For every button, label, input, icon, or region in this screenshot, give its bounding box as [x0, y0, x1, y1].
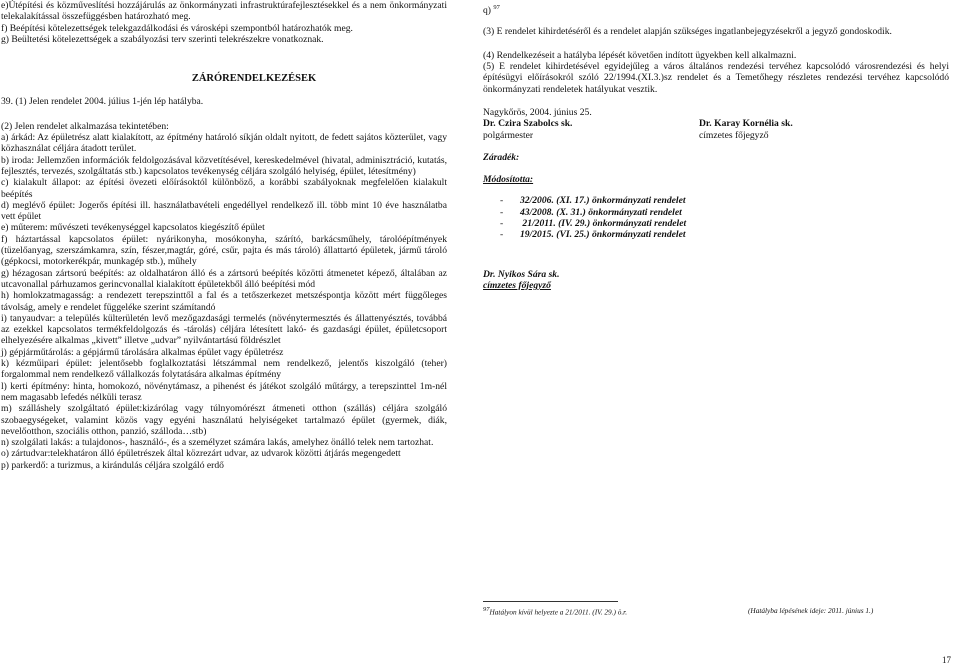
signer-notary: [699, 118, 915, 141]
definition-a: a) árkád: Az épületrész alatt kialakított, az építmény határoló síkján oldalt nyitott, de fedett sajátos közterület, vagy közhasználat céljára átadott terület.: [1, 132, 447, 155]
spacer: [483, 38, 949, 50]
footnote-text: Hatályon kívül helyezte a 21/2011. (IV. 29.) ö.r.: [489, 607, 628, 617]
footnote: [483, 606, 923, 616]
modification-item: [500, 218, 949, 229]
signer-mayor-name: Dr. Czira Szabolcs sk.: [483, 118, 573, 130]
modification-text: 32/2006. (XI. 17.) önkormányzati rendelet: [520, 195, 686, 207]
spacer: [483, 141, 949, 152]
dash: -: [500, 229, 504, 241]
definition-e: e) műterem: művészeti tevékenységgel kapcsolatos kiegészítő épület: [1, 222, 265, 234]
definition-m: m) szálláshely szolgáltató épület:kizárólag vagy túlnyomórészt átmeneti otthon (szállás) céljára szolgáló szobaegységeket, valamint közös vagy egyéni használatú helyiségeket tartalmazó épület (gyermek, diák, nevelőotthon, szociális otthon, panzió, szálloda…stb): [1, 403, 447, 437]
definition-l: l) kerti építmény: hinta, homokozó, növénytámasz, a pihenést és játékot szolgáló műtárgy, a terepszinttel 1m-nél nem magasabb lefedés nélküli terasz: [1, 380, 447, 403]
signature-block: [483, 118, 949, 141]
definition-j: j) gépjárműtárolás: a gépjármű tárolására alkalmas épület vagy épületrész: [1, 346, 284, 358]
definition-k: k) kézműipari épület: jelentősebb foglalkoztatási létszámmal nem rendelkező, jelentős kiszolgáló (teher) forgalommal nem rendelkező vállalkozás folytatására alkalmas építmény: [1, 358, 447, 381]
signer-mayor: [483, 118, 699, 141]
signer-notary-name: Dr. Karay Kornélia sk.: [699, 118, 793, 130]
definition-o: o) zártudvar:telekhatáron álló épületrészek által közrezárt udvar, az udvarok közötti átjárás megengedett: [1, 448, 401, 460]
signer-chief-notary-title: címzetes főjegyző: [483, 279, 551, 291]
page-number: 17: [942, 655, 951, 665]
definition-b: b) iroda: Jellemzően információk feldolgozásával közvetítésével, kereskedelmével (hivatal, adminisztráció, kutatás, fejlesztés, tervezés, szolgáltatás stb.) kapcsolatos tevékenység céljára szolgáló helyiség, épület, létesítmény): [1, 154, 447, 177]
definition-f: f) háztartással kapcsolatos épület: nyárikonyha, mosókonyha, szárító, barkácsműhely, tárolóépítmények (tüzelőanyag, szerszámkamra, szín, fészer,magtár, góré, csűr, pajta és más tároló) állattartó épületek, jármű tároló (gépkocsi, motorkerékpár, munkagép stb.), műhely: [1, 233, 447, 268]
intro-line-e: e)Útépítési és közműveslítési hozzájárulás az önkormányzati infrastruktúrafejlesztésekkel és a nem önkormányzati telekalakítással összefüggésben határozható meg.: [1, 0, 447, 23]
definition-h: h) homlokzatmagasság: a rendezett terepszinttől a fal és a tetőszerkezet metszéspontja között mért függőleges távolság, amely e rendelet függeléke szerint számítandó: [1, 290, 447, 313]
modified-by-heading: Módosította:: [483, 174, 534, 186]
paragraph-4: (4) Rendelkezéseit a hatályba lépését követően indított ügyekben kell alkalmazni.: [483, 49, 797, 61]
dash: -: [500, 195, 504, 207]
section-heading: ZÁRÓRENDELKEZÉSEK: [191, 73, 317, 85]
modification-text: 21/2011. (IV. 29.) önkormányzati rendelet: [520, 218, 687, 230]
signer-chief-notary-name: Dr. Nyikos Sára sk.: [483, 268, 560, 280]
left-column: [1, 0, 447, 471]
place-date: Nagykőrös, 2004. június 25.: [483, 106, 592, 118]
spacer: [483, 16, 949, 26]
signer-notary-title: címzetes főjegyző: [699, 129, 769, 141]
paragraph-5: (5) E rendelet kihirdetésével egyidejűleg a város általános rendezési tervéhez kapcsolódó városrendezési és helyi építésügyi előírásokról szóló 22/1994.(XI.3.)sz rendelet és a Temetőhegy részletes rendezési tervéhez kapcsolódó önkormányzati rendeletek hatályukat vesztik.: [483, 61, 949, 95]
modification-text: 43/2008. (X. 31.) önkormányzati rendelet: [520, 206, 682, 218]
spacer: [483, 95, 949, 107]
spacer: [483, 241, 949, 269]
footnote-divider: [483, 601, 618, 602]
spacer: [483, 163, 949, 174]
modification-text: 19/2015. (VI. 25.) önkormányzati rendelet: [520, 229, 686, 241]
spacer: [1, 108, 447, 121]
dash: -: [500, 218, 504, 230]
definition-g: g) hézagosan zártsorú beépítés: az oldalhatáron álló és a zártsorú beépítés közötti átmenetet képező, általában az utcavonallal párhuzamos gerincvonallal kialakított épületekből álló beépítési mód: [1, 267, 447, 290]
signer-mayor-title: polgármester: [483, 129, 534, 141]
definition-q-label: q): [483, 5, 491, 17]
dash: -: [500, 206, 504, 218]
modification-item: [500, 229, 949, 240]
modification-item: [500, 195, 949, 206]
paragraph-2-intro: (2) Jelen rendelet alkalmazása tekintetében:: [1, 120, 169, 132]
footnote-ref[interactable]: 97: [493, 4, 500, 11]
modification-item: [500, 207, 949, 218]
footnote-number: 97: [483, 606, 490, 613]
definition-p: p) parkerdő: a turizmus, a kirándulás céljára szolgáló erdő: [1, 459, 224, 471]
definition-q: [483, 2, 949, 16]
paragraph-3: (3) E rendelet kihirdetéséről és a rendelet alapján szükséges ingatlanbejegyzésekről a jegyző gondoskodik.: [483, 26, 892, 38]
modification-list: [483, 195, 949, 240]
article-39: 39. (1) Jelen rendelet 2004. július 1-jén lép hatályba.: [1, 96, 204, 108]
clause-heading: Záradék:: [483, 151, 520, 163]
intro-line-f: f) Beépítési kötelezettségek telekgazdálkodási és városképi szempontból határozhatók meg.: [1, 22, 353, 34]
definition-i: i) tanyaudvar: a település külterületén levő mezőgazdasági termelés (növénytermesztés és állattenyésztés, továbbá az ezekkel kapcsolatos termékfeldolgozás és -tárolás) céljára létesített lakó- és gazdasági épület, épületcsoport elhelyezésére alkalmas „kivett” illetve „udvar” nyilvántartású földrészlet: [1, 312, 447, 347]
intro-line-g: g) Beültetési kötelezettségek a szabályozási terv szerinti telekrészekre vonatkoznak.: [1, 33, 324, 45]
definition-n: n) szolgálati lakás: a tulajdonos-, használó-, és a személyzet számára lakás, amelyhez önálló telek nem tartozhat.: [1, 437, 434, 449]
footnote-effective-date: (Hatályba lépésének ideje: 2011. június 1.): [748, 606, 874, 615]
definition-d: d) meglévő épület: Jogerős építési ill. használatbavételi engedéllyel rendelkező ill. több mint 10 éve használatba vett épület: [1, 199, 447, 223]
right-column: [483, 0, 949, 291]
definition-c: c) kialakult állapot: az építési övezeti előírásoktól különböző, a korábbi szabályoknak megfelelően kialakult beépítés: [1, 177, 447, 200]
